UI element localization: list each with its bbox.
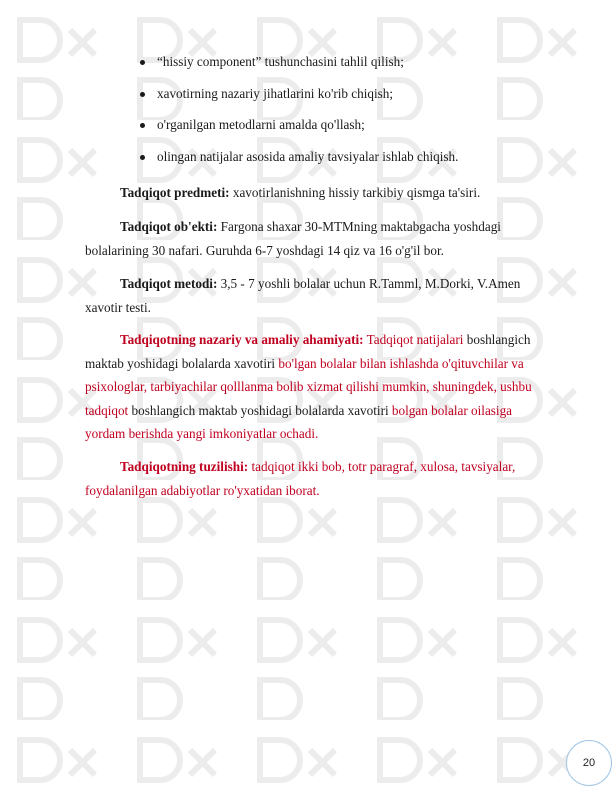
ahamiyat-label: Tadqiqotning nazariy va amaliy ahamiyati: bbox=[120, 332, 364, 347]
ahamiyat-l1-red: Tadqiqot natijalari bbox=[363, 332, 464, 347]
list-item: olingan natijalar asosida amaliy tavsiyalar ishlab chiqish. bbox=[140, 149, 458, 165]
obekt-paragraph bbox=[85, 215, 563, 262]
obekt-text-2: bolalarining 30 nafari. Guruhda 6-7 yoshdagi 14 qiz va 16 o'g'il bor. bbox=[85, 242, 444, 258]
list-item: “hissiy component” tushunchasini tahlil qilish; bbox=[140, 54, 458, 70]
tuzilish-paragraph bbox=[85, 455, 563, 502]
ahamiyat-paragraph bbox=[85, 328, 563, 446]
ahamiyat-l3-red: psixologlar, tarbiyachilar qolllanma bolib xizmat qilishi mumkin, shuningdek, ushbu bbox=[85, 379, 532, 394]
list-item: xavotirning nazariy jihatlarini ko'rib chiqish; bbox=[140, 86, 458, 102]
predmet-paragraph bbox=[85, 181, 563, 205]
metod-paragraph bbox=[85, 272, 563, 319]
ahamiyat-l2-red: bo'lgan bolalar bilan ishlashda o'qituvchilar va bbox=[275, 355, 524, 371]
ahamiyat-l4-black: boshlangich maktab yoshidagi bolalarda xavotiri bbox=[128, 402, 389, 418]
objectives-list bbox=[140, 54, 458, 180]
tuzilish-text-2: foydalanilgan adabiyotlar ro'yxatidan iborat. bbox=[85, 482, 320, 498]
metod-label: Tadqiqot metodi: bbox=[120, 276, 218, 291]
tuzilish-text-1: tadqiqot ikki bob, totr paragraf, xulosa, tavsiyalar, bbox=[248, 459, 516, 474]
list-item: o'rganilgan metodlarni amalda qo'llash; bbox=[140, 117, 458, 133]
predmet-label: Tadqiqot predmeti: bbox=[120, 185, 230, 200]
ahamiyat-l4-red: tadqiqot bbox=[85, 402, 129, 418]
ahamiyat-l4-red2: bolgan bolalar oilasiga bbox=[388, 402, 513, 418]
tuzilish-label: Tadqiqotning tuzilishi: bbox=[120, 459, 249, 474]
ahamiyat-l2-black: maktab yoshidagi bolalarda xavotiri bbox=[85, 355, 276, 371]
obekt-label: Tadqiqot ob'ekti: bbox=[120, 219, 218, 234]
ahamiyat-l1-black: boshlangich bbox=[463, 332, 531, 347]
page-number: 20 bbox=[582, 757, 596, 769]
metod-text-2: xavotir testi. bbox=[85, 299, 151, 315]
ahamiyat-l5-red: yordam berishda yangi imkoniyatlar ochadi. bbox=[85, 426, 319, 441]
metod-text-1: 3,5 - 7 yoshli bolalar uchun R.Tamml, M.Dorki, V.Amen bbox=[217, 276, 521, 291]
obekt-text-1: Fargona shaxar 30-MTMning maktabgacha yoshdagi bbox=[217, 219, 501, 234]
page-number-badge bbox=[566, 740, 612, 786]
predmet-text: xavotirlanishning hissiy tarkibiy qismga ta'siri. bbox=[229, 185, 481, 200]
